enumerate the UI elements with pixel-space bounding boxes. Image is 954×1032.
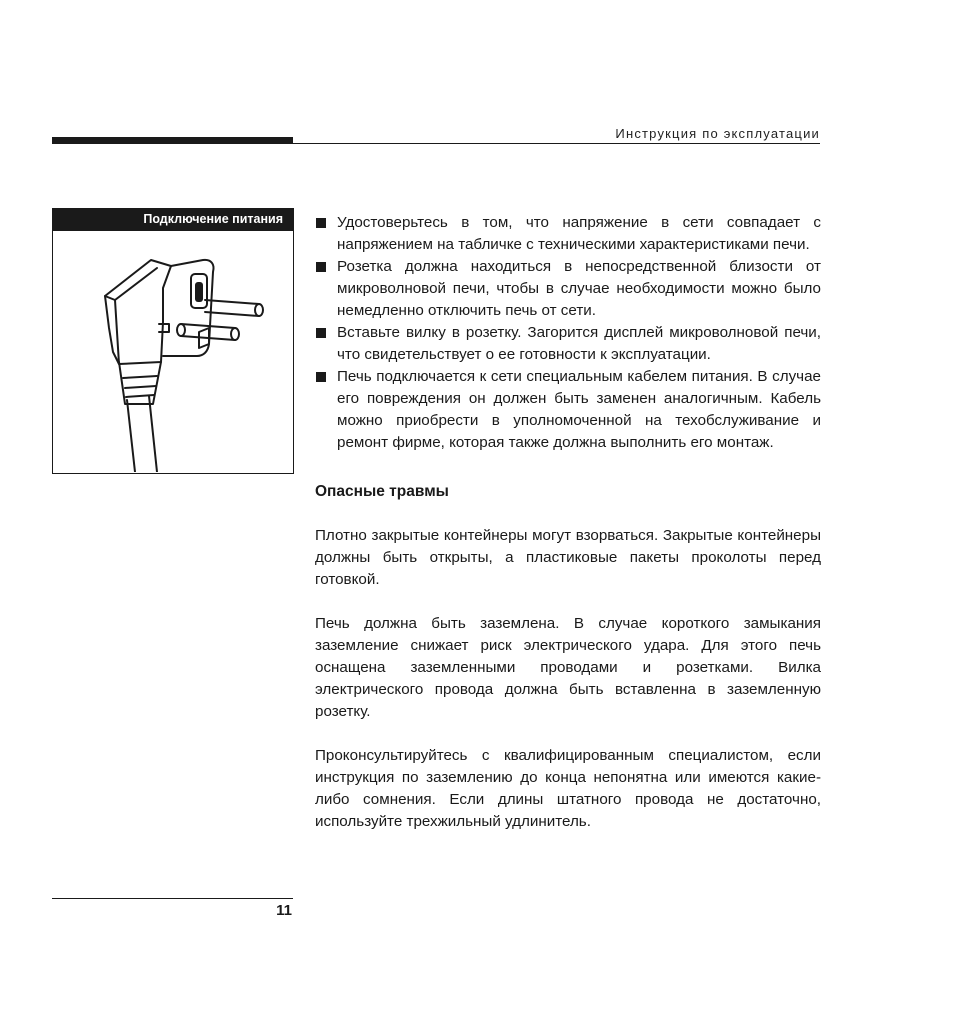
- list-item-text: Вставьте вилку в розетку. Загорится дисплей микроволновой печи, что свидетельствует о ее готовности к эксплуатации.: [337, 324, 821, 363]
- header-rule: [293, 143, 820, 144]
- list-item: [315, 322, 821, 366]
- list-item-text: Удостоверьтесь в том, что напряжение в сети совпадает с напряжением на табличке с техническими характеристиками печи.: [337, 214, 821, 253]
- paragraph: Плотно закрытые контейнеры могут взорваться. Закрытые контейнеры должны быть открыты, а пластиковые пакеты проколоты перед готовкой.: [315, 527, 821, 588]
- footer-rule: [52, 898, 293, 899]
- list-item: [315, 366, 821, 454]
- square-bullet-icon: [316, 218, 326, 228]
- figure-caption: Подключение питания: [53, 209, 293, 231]
- main-content: [315, 212, 821, 833]
- square-bullet-icon: [316, 328, 326, 338]
- bullet-list: [315, 212, 821, 454]
- section-heading: Опасные травмы: [315, 483, 449, 500]
- list-item: [315, 256, 821, 322]
- list-item: [315, 212, 821, 256]
- square-bullet-icon: [316, 262, 326, 272]
- paragraph: Проконсультируйтесь с квалифицированным специалистом, если инструкция по заземлению до конца непонятна или имеются какие-либо сомнения. Если длины штатного провода не достаточно, используйте трехжильный удлинитель.: [315, 747, 821, 830]
- header-thick-bar: [52, 137, 293, 144]
- figure-box: [52, 208, 294, 474]
- list-item-text: Печь подключается к сети специальным кабелем питания. В случае его повреждения он должен быть заменен аналогичным. Кабель можно приобрести в уполномоченной на техобслуживание и ремонт фирме, которая также должна выполнить его монтаж.: [337, 368, 821, 451]
- header-title: Инструкция по эксплуатации: [615, 126, 820, 141]
- power-plug-illustration: [53, 232, 293, 472]
- page-number: 11: [276, 902, 292, 919]
- list-item-text: Розетка должна находиться в непосредственной близости от микроволновой печи, чтобы в случае необходимости можно было немедленно отключить печь от сети.: [337, 258, 821, 319]
- square-bullet-icon: [316, 372, 326, 382]
- paragraph: Печь должна быть заземлена. В случае короткого замыкания заземление снижает риск электрического удара. Для этого печь оснащена заземленными проводами и розетками. Вилка электрического провода должна быть вставленна в заземленную розетку.: [315, 615, 821, 720]
